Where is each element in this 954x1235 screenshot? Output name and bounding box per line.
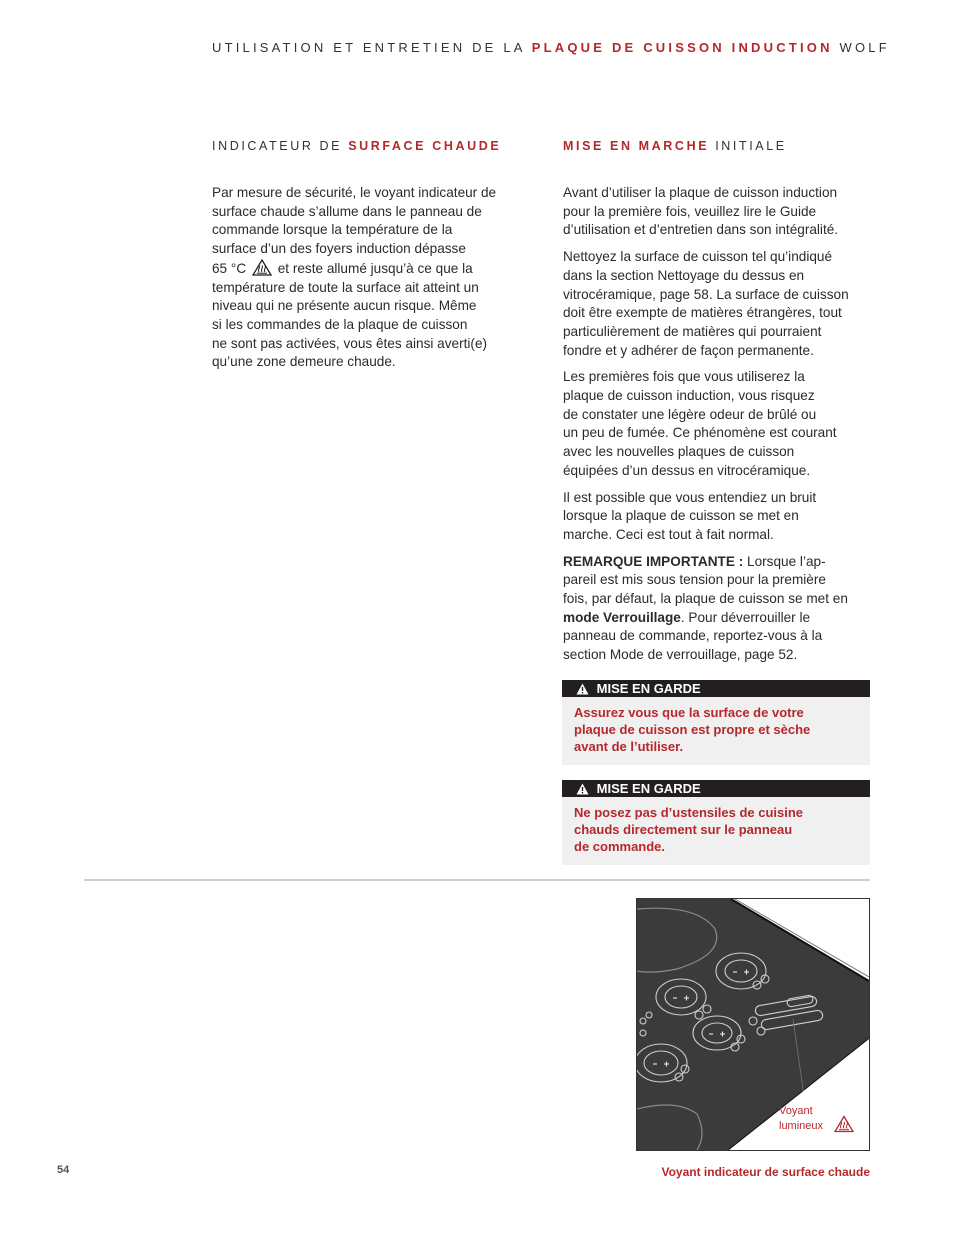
horizontal-divider <box>84 879 870 881</box>
figure-caption: Voyant indicateur de surface chaude <box>661 1165 870 1179</box>
callout-label: Voyant lumineux <box>779 1105 824 1132</box>
warning-text: Assurez vous que la surface de votre plaque de cuisson est propre et sèche avant de l’utiliser. <box>574 705 811 754</box>
cooktop-illustration <box>636 898 870 1151</box>
warning-box <box>562 680 870 765</box>
important-note: REMARQUE IMPORTANTE : Lorsque l’ap- pareil est mis sous tension pour la première fois, par défaut, la plaque de cuisson se met en mode Verrouillage. Pour déverrouiller le panneau de commande, reportez-vous à la section Mode de verrouillage, page 52. <box>563 553 848 663</box>
warning-box <box>562 780 870 865</box>
warning-header: MISE EN GARDE <box>562 780 870 797</box>
warning-header: MISE EN GARDE <box>562 680 870 697</box>
header-prefix: UTILISATION ET ENTRETIEN DE LA <box>212 40 525 55</box>
warning-icon <box>576 783 589 795</box>
initial-startup-text <box>563 184 893 673</box>
warning-icon <box>576 683 589 695</box>
paragraph-odor: Les premières fois que vous utiliserez la plaque de cuisson induction, vous risquez de constater une légère odeur de brûlé ou un peu de fumée. Ce phénomène est courant avec les nouvelles plaques de cuisson équipées d’un dessus en vitrocéramique. <box>563 369 837 478</box>
section-title-initial-startup: MISE EN MARCHE INITIALE <box>563 139 787 153</box>
header-brand: WOLF <box>839 40 890 55</box>
warning-text: Ne posez pas d’ustensiles de cuisine chauds directement sur le panneau de commande. <box>574 805 804 854</box>
paragraph-noise: Il est possible que vous entendiez un bruit lorsque la plaque de cuisson se met en marche. Ceci est tout à fait normal. <box>563 489 817 542</box>
hot-surface-icon <box>252 259 272 276</box>
running-header <box>212 40 912 55</box>
paragraph-cleaning: Nettoyez la surface de cuisson tel qu’indiqué dans la section Nettoyage du dessus en vitrocéramique, page 58. La surface de cuisson doit être exempte de matières étrangères, tout particulièrement de matières qui pourraient fondre et y adhérer de façon permanente. <box>563 249 849 358</box>
hot-surface-icon <box>834 1115 854 1133</box>
hot-surface-paragraph: Par mesure de sécurité, le voyant indicateur de surface chaude s’allume dans le panneau de commande lorsque la température de la surface d’un des foyers induction dépasse 65 °C et reste allumé jusqu’à ce que la température de toute la surface ait atteint un niveau qui ne présente aucun risque. Même si les commandes de la plaque de cuisson ne sont pas activées, vous êtes ainsi averti(e) qu’une zone demeure chaude. <box>212 185 497 370</box>
page-number: 54 <box>57 1164 70 1176</box>
cooktop-drawing <box>637 899 869 1150</box>
section-title-hot-surface: INDICATEUR DE SURFACE CHAUDE <box>212 139 502 153</box>
paragraph-read-guide: Avant d’utiliser la plaque de cuisson induction pour la première fois, veuillez lire le Guide d’utilisation et d’entretien dans son intégralité. <box>563 185 839 238</box>
header-highlight: PLAQUE DE CUISSON INDUCTION <box>531 40 833 55</box>
